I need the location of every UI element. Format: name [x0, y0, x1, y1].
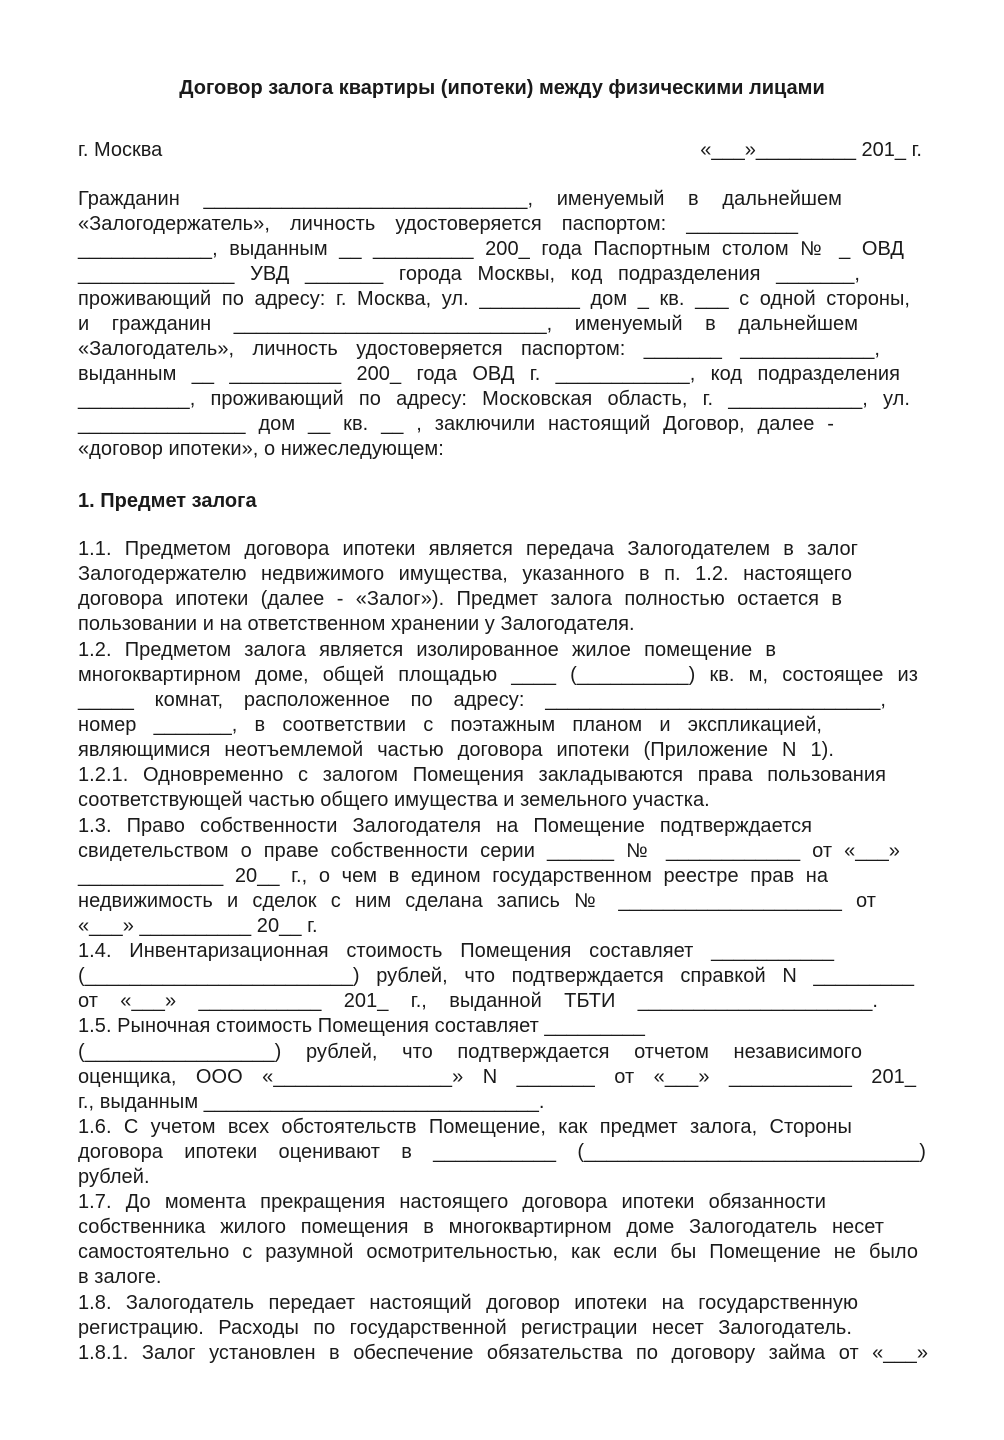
section-line: _____ комнат, расположенное по адресу: ______________________________, [78, 689, 886, 711]
city: г. Москва [78, 139, 163, 161]
section-line: самостоятельно с разумной осмотрительностью, как если бы Помещение не было [78, 1241, 918, 1263]
section-line: «___» __________ 20__ г. [78, 915, 318, 937]
place-date-row [78, 138, 922, 162]
section-line: рублей. [78, 1166, 150, 1188]
section-line: 1.8.1. Залог установлен в обеспечение обязательства по договору займа от «___» [78, 1342, 928, 1364]
section-line: 1.3. Право собственности Залогодателя на Помещение подтверждается [78, 815, 812, 837]
section-line: регистрацию. Расходы по государственной регистрации несет Залогодатель. [78, 1317, 852, 1339]
section-line: номер _______, в соответствии с поэтажным планом и экспликацией, [78, 714, 822, 736]
section-line: 1.1. Предметом договора ипотеки является передача Залогодателем в залог [78, 538, 858, 560]
section-line: 1.4. Инвентаризационная стоимость Помещения составляет ___________ [78, 940, 834, 962]
section-line: недвижимость и сделок с ним сделана запись № ____________________ от [78, 890, 876, 912]
section-line: 1.6. С учетом всех обстоятельств Помещение, как предмет залога, Стороны [78, 1116, 852, 1138]
section-line: _____________ 20__ г., о чем в едином государственном реестре прав на [78, 865, 828, 887]
section-line: свидетельством о праве собственности серии ______ № ____________ от «___» [78, 840, 900, 862]
parties-line: ______________ УВД _______ города Москвы, код подразделения _______, [78, 263, 860, 285]
section-line: (_________________) рублей, что подтверждается отчетом независимого [78, 1041, 862, 1063]
section-line: пользовании и на ответственном хранении у Залогодателя. [78, 613, 635, 635]
contract-date: «___»_________ 201_ г. [700, 139, 922, 161]
document-title: Договор залога квартиры (ипотеки) между физическими лицами [179, 77, 825, 99]
section-line: договора ипотеки оценивают в ___________ (______________________________) [78, 1141, 926, 1163]
section-line: (________________________) рублей, что подтверждается справкой N _________ [78, 965, 914, 987]
section-line: от «___» ___________ 201_ г., выданной ТБТИ _____________________. [78, 990, 878, 1012]
section-line: многоквартирном доме, общей площадью ____ (__________) кв. м, состоящее из [78, 664, 918, 686]
parties-line: ____________, выданным __ _________ 200_ года Паспортным столом № _ ОВД [78, 238, 904, 260]
parties-line: «Залогодержатель», личность удостоверяется паспортом: __________ [78, 213, 798, 235]
section-line: 1.5. Рыночная стоимость Помещения составляет _________ [78, 1015, 645, 1037]
parties-line: __________, проживающий по адресу: Московская область, г. ____________, ул. [78, 388, 910, 410]
section-line: являющимися неотъемлемой частью договора ипотеки (Приложение N 1). [78, 739, 834, 761]
parties-line: выданным __ __________ 200_ года ОВД г. ____________, код подразделения [78, 363, 900, 385]
section-line: г., выданным ______________________________. [78, 1091, 545, 1113]
section-line: собственника жилого помещения в многоквартирном доме Залогодатель несет [78, 1216, 884, 1238]
section-line: договора ипотеки (далее - «Залог»). Предмет залога полностью остается в [78, 588, 842, 610]
parties-line: «договор ипотеки», о нижеследующем: [78, 438, 444, 460]
parties-line: «Залогодатель», личность удостоверяется паспортом: _______ ____________, [78, 338, 880, 360]
section-line: 1.7. До момента прекращения настоящего договора ипотеки обязанности [78, 1191, 826, 1213]
section-line: Залогодержателю недвижимого имущества, указанного в п. 1.2. настоящего [78, 563, 852, 585]
parties-line: и гражданин ____________________________, именуемый в дальнейшем [78, 313, 858, 335]
section-line: 1.8. Залогодатель передает настоящий договор ипотеки на государственную [78, 1292, 858, 1314]
section-line: 1.2.1. Одновременно с залогом Помещения закладываются права пользования [78, 764, 886, 786]
section-line: в залоге. [78, 1266, 162, 1288]
parties-line: _______________ дом __ кв. __ , заключили настоящий Договор, далее - [78, 413, 834, 435]
section-line: соответствующей частью общего имущества и земельного участка. [78, 789, 710, 811]
section-heading: 1. Предмет залога [78, 490, 257, 512]
parties-line: проживающий по адресу: г. Москва, ул. _________ дом _ кв. ___ с одной стороны, [78, 288, 910, 310]
parties-line: Гражданин _____________________________, именуемый в дальнейшем [78, 188, 842, 210]
section-line: оценщика, ООО «________________» N _______ от «___» ___________ 201_ [78, 1066, 916, 1088]
section-line: 1.2. Предметом залога является изолированное жилое помещение в [78, 639, 776, 661]
